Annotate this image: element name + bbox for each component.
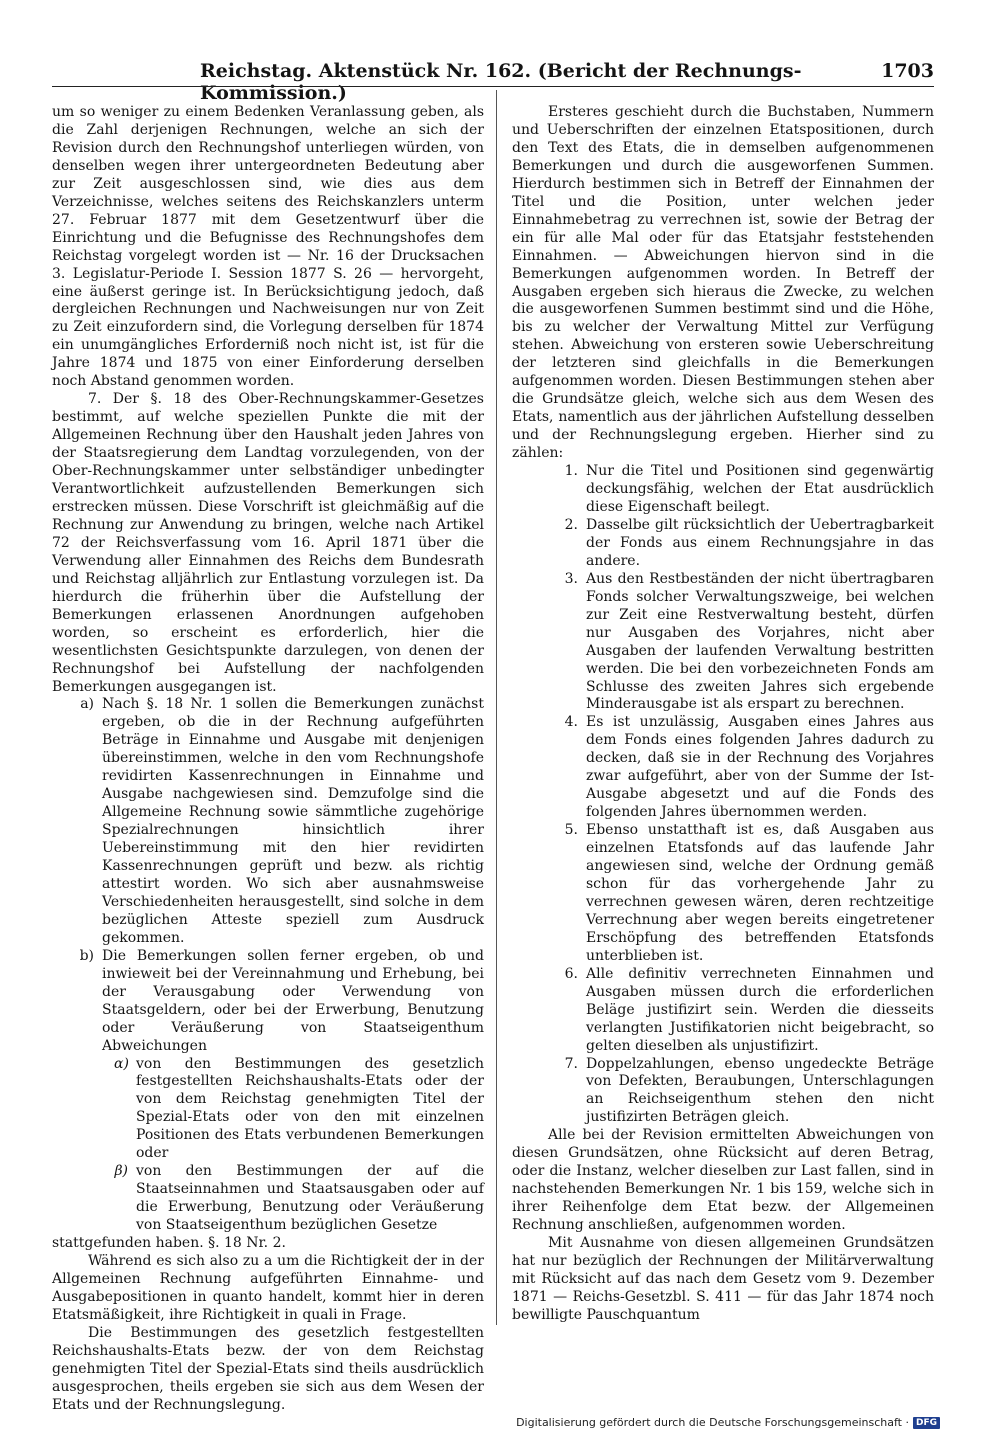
list-text: Alle definitiv verrechneten Einnahmen und Ausgaben müssen durch die erforderlichen Beläge justifizirt sein. Werden die diesseits verlangten Justifikatorien nicht beigebracht, so gelten dieselben als unjustifizirt. [586,965,934,1054]
right-column [512,104,934,1325]
list-text: Ebenso unstatthaft ist es, daß Ausgaben aus einzelnen Etatsfonds auf das laufende Jahr angewiesen sind, welche der Ordnung gemäß schon für das vorhergehende Jahr zu verrechnen gewesen wären, deren rechtzeitige Verrechnung aber wegen bereits eingetretener Erschöpfung des betreffenden Etatsfonds unterblieben ist. [586,822,934,964]
list-marker: α) [114,1055,129,1072]
dfg-logo: DFG [913,1417,940,1429]
list-item [512,517,934,571]
list-item [512,463,934,517]
header-title: Reichstag. Aktenstück Nr. 162. (Bericht der Rechnungs-Kommission.) [200,60,802,104]
header-rule [52,86,934,87]
list-item [512,1056,934,1128]
list-text: Nach §. 18 Nr. 1 sollen die Bemerkungen zunächst ergeben, ob die in der Rechnung aufgeführten Beträge in Einnahme und Ausgabe mit denjenigen übereinstimmen, welche in den vom Rechnungshofe revidirten Kassenrechnungen in Einnahme und Ausgabe nachgewiesen sind. Demzufolge sind die Allgemeine Rechnung sowie sämmtliche zugehörige Spezialrechnungen hinsichtlich ihrer Uebereinstimmung mit den hier revidirten Kassenrechnungen geprüft und bezw. als richtig attestirt worden. Wo sich aber ausnahmsweise Verschiedenheiten herausgestellt, sind solche in dem bezüglichen Atteste speziell zum Ausdruck gekommen. [102,696,484,946]
paragraph: stattgefunden haben. §. 18 Nr. 2. [52,1235,286,1252]
list-item [52,696,484,947]
paragraph: 7. Der §. 18 des Ober-Rechnungskammer-Gesetzes bestimmt, auf welche speziellen Punkte die mit der Allgemeinen Rechnung über den Haushalt jeden Jahres von der Staatsregierung dem Landtag vorzulegenden, von der Ober-Rechnungskammer unter selbständiger unbedingter Verantwortlichkeit aufzustellenden Bemerkungen sich erstrecken müssen. Diese Vorschrift ist gleichmäßig auf die Rechnung zur Anwendung zu bringen, welche nach Artikel 72 der Reichsverfassung vom 16. April 1871 über die Verwendung aller Einnahmen des Reichs dem Bundesrath und Reichstag alljährlich zur Entlastung vorzulegen ist. Da hierdurch die früherhin über die Aufstellung der Bemerkungen erlassenen Anordnungen aufgehoben worden, so erscheint es erforderlich, hier die wesentlichsten Gesichtspunkte darzulegen, von denen der Rechnungshof bei Aufstellung der nachfolgenden Bemerkungen ausgegangen ist. [52,391,484,695]
paragraph: Während es sich also zu a um die Richtigkeit der in der Allgemeinen Rechnung aufgeführten Einnahme- und Ausgabepositionen in quanto handelt, kommt hier in deren Etatsmäßigkeit, ihre Richtigkeit in quali in Frage. [52,1253,484,1323]
paragraph: Die Bestimmungen des gesetzlich festgestellten Reichshaushalts-Etats bezw. der von dem Reichstag genehmigten Titel der Spezial-Etats sind theils ausdrücklich ausgesprochen, theils ergeben sie sich aus dem Wesen der Etats und der Rechnungslegung. [52,1324,484,1413]
list-text: Nur die Titel und Positionen sind gegenwärtig deckungsfähig, welchen der Etat ausdrücklich diese Eigenschaft beilegt. [586,463,934,515]
list-item [512,822,934,966]
list-text: Dasselbe gilt rücksichtlich der Uebertragbarkeit der Fonds aus einem Rechnungsjahre in das andere. [586,516,934,569]
page-header [52,58,934,104]
list-marker: b) [79,947,94,964]
list-item [512,714,934,822]
paragraph: Mit Ausnahme von diesen allgemeinen Grundsätzen hat nur bezüglich der Rechnungen der Militärverwaltung mit Rücksicht auf das nach dem Gesetz vom 9. Dezember 1871 — Reichs-Gesetzbl. S. 411 — für das Jahr 1874 noch bewilligte Pauschquantum [512,1235,934,1323]
list-text: von den Bestimmungen der auf die Staatseinnahmen und Staatsausgaben oder auf die Erwerbung, Benutzung oder Veräußerung von Staatseigenthum bezüglichen Gesetze [136,1163,484,1234]
list-marker: β) [114,1163,128,1180]
paragraph: um so weniger zu einem Bedenken Veranlassung geben, als die Zahl derjenigen Rechnungen, welche an sich der Revision durch den Rechnungshof unterliegen würden, von denselben wegen ihrer untergeordneten Bedeutung aber zur Zeit ausgeschlossen sind, wie dies aus dem Verzeichnisse, welches seitens des Reichskanzlers unterm 27. Februar 1877 mit dem Gesetzentwurf über die Einrichtung und die Befugnisse des Rechnungshofes dem Reichstag vorgelegt worden ist — Nr. 16 der Drucksachen 3. Legislatur-Periode I. Session 1877 S. 26 — hervorgeht, eine äußerst geringe ist. In Berücksichtigung jedoch, daß dergleichen Rechnungen und Nachweisungen nur von Zeit zu Zeit einzufordern sind, die Vorlegung derselben für 1874 ein unumgängliches Erforderniß noch nicht ist, ist für die Jahre 1874 und 1875 von einer Einforderung derselben noch Abstand genommen worden. [52,104,484,390]
paragraph: Ersteres geschieht durch die Buchstaben, Nummern und Ueberschriften der einzelnen Etatspositionen, durch den Text des Etats, die in demselben aufgenommenen Bemerkungen und durch die ausgeworfenen Summen. Hierdurch bestimmen sich in Betreff der Einnahmen der Titel und die Position, unter welchen jeder Einnahmebetrag zu verrechnen ist, sowie der Betrag der ein für alle Mal oder für das Etatsjahr feststehenden Einnahmen. — Abweichungen hiervon sind in die Bemerkungen aufgenommen worden. In Betreff der Ausgaben ergeben sich hieraus die Zwecke, zu welchen die ausgeworfenen Summen bestimmt sind und die Höhe, bis zu welcher der Verwaltung Mittel zur Verfügung stehen. Abweichung von ersteren sowie Ueberschreitung der letzteren sind gleichfalls in die Bemerkungen aufgenommen worden. Diesen Bestimmungen stehen aber die Grundsätze gleich, welche sich aus dem Wesen des Etats, namentlich aus der jährlichen Aufstellung desselben und der Rechnungslegung ergeben. Hierher sind zu zählen: [512,104,934,462]
page-number: 1703 [881,60,934,82]
list-marker: 5. [564,822,578,839]
list-marker: 4. [564,714,578,731]
list-item [512,966,934,1056]
list-marker: 3. [564,570,578,587]
list-item [512,571,934,715]
paragraph: Alle bei der Revision ermittelten Abweichungen von diesen Grundsätzen, ohne Rücksicht auf deren Betrag, oder die Instanz, welcher dieselben zur Last fallen, sind in nachstehenden Bemerkungen Nr. 1 bis 159, welche sich in ihrer Reihenfolge dem Etat bezw. der Allgemeinen Rechnung anschließen, aufgenommen worden. [512,1127,934,1234]
list-marker: 7. [564,1055,578,1072]
list-text: von den Bestimmungen des gesetzlich festgestellten Reichshaushalts-Etats oder der von dem Reichstag genehmigten Titel der Spezial-Etats oder von den mit einzelnen Positionen des Etats verbundenen Bemerkungen oder [136,1055,484,1162]
list-marker: 1. [564,463,578,480]
list-text: Aus den Restbeständen der nicht übertragbaren Fonds solcher Verwaltungszweige, bei welchen zur Zeit eine Restverwaltung besteht, dürfen nur Ausgaben des Vorjahres, nicht aber Ausgaben der laufenden Verwaltung bestritten werden. Die bei den vorbezeichneten Fonds am Schlusse des zweiten Jahres sich ergebende Minderausgabe ist als erspart zu berechnen. [586,570,934,713]
digitization-credit [516,1416,940,1429]
list-text: Doppelzahlungen, ebenso ungedeckte Beträge von Defekten, Beraubungen, Unterschlagungen an Reichseigenthum stehen den nicht justifizirten Beträgen gleich. [586,1055,934,1126]
list-marker: 2. [564,516,578,533]
list-marker: a) [80,696,94,713]
list-text: Die Bemerkungen sollen ferner ergeben, ob und inwieweit bei der Vereinnahmung und Erhebung, bei der Verausgabung oder Verwendung von Staatsgeldern, oder bei der Erwerbung, Benutzung oder Veräußerung von Staatseigenthum Abweichungen [102,947,484,1054]
list-text: Es ist unzulässig, Ausgaben eines Jahres aus dem Fonds eines folgenden Jahres dadurch zu decken, daß sie in der Rechnung des Vorjahres zwar aufgeführt, aber von der Summe der Ist-Ausgabe abgesetzt und auf die Fonds des folgenden Jahres übernommen werden. [586,714,934,821]
list-item [52,948,484,1056]
credit-text: Digitalisierung gefördert durch die Deutsche Forschungsgemeinschaft · [516,1416,909,1429]
list-item [52,1163,484,1235]
column-divider [496,90,497,1325]
list-marker: 6. [564,965,578,982]
list-item [52,1056,484,1164]
left-column [52,104,484,1415]
